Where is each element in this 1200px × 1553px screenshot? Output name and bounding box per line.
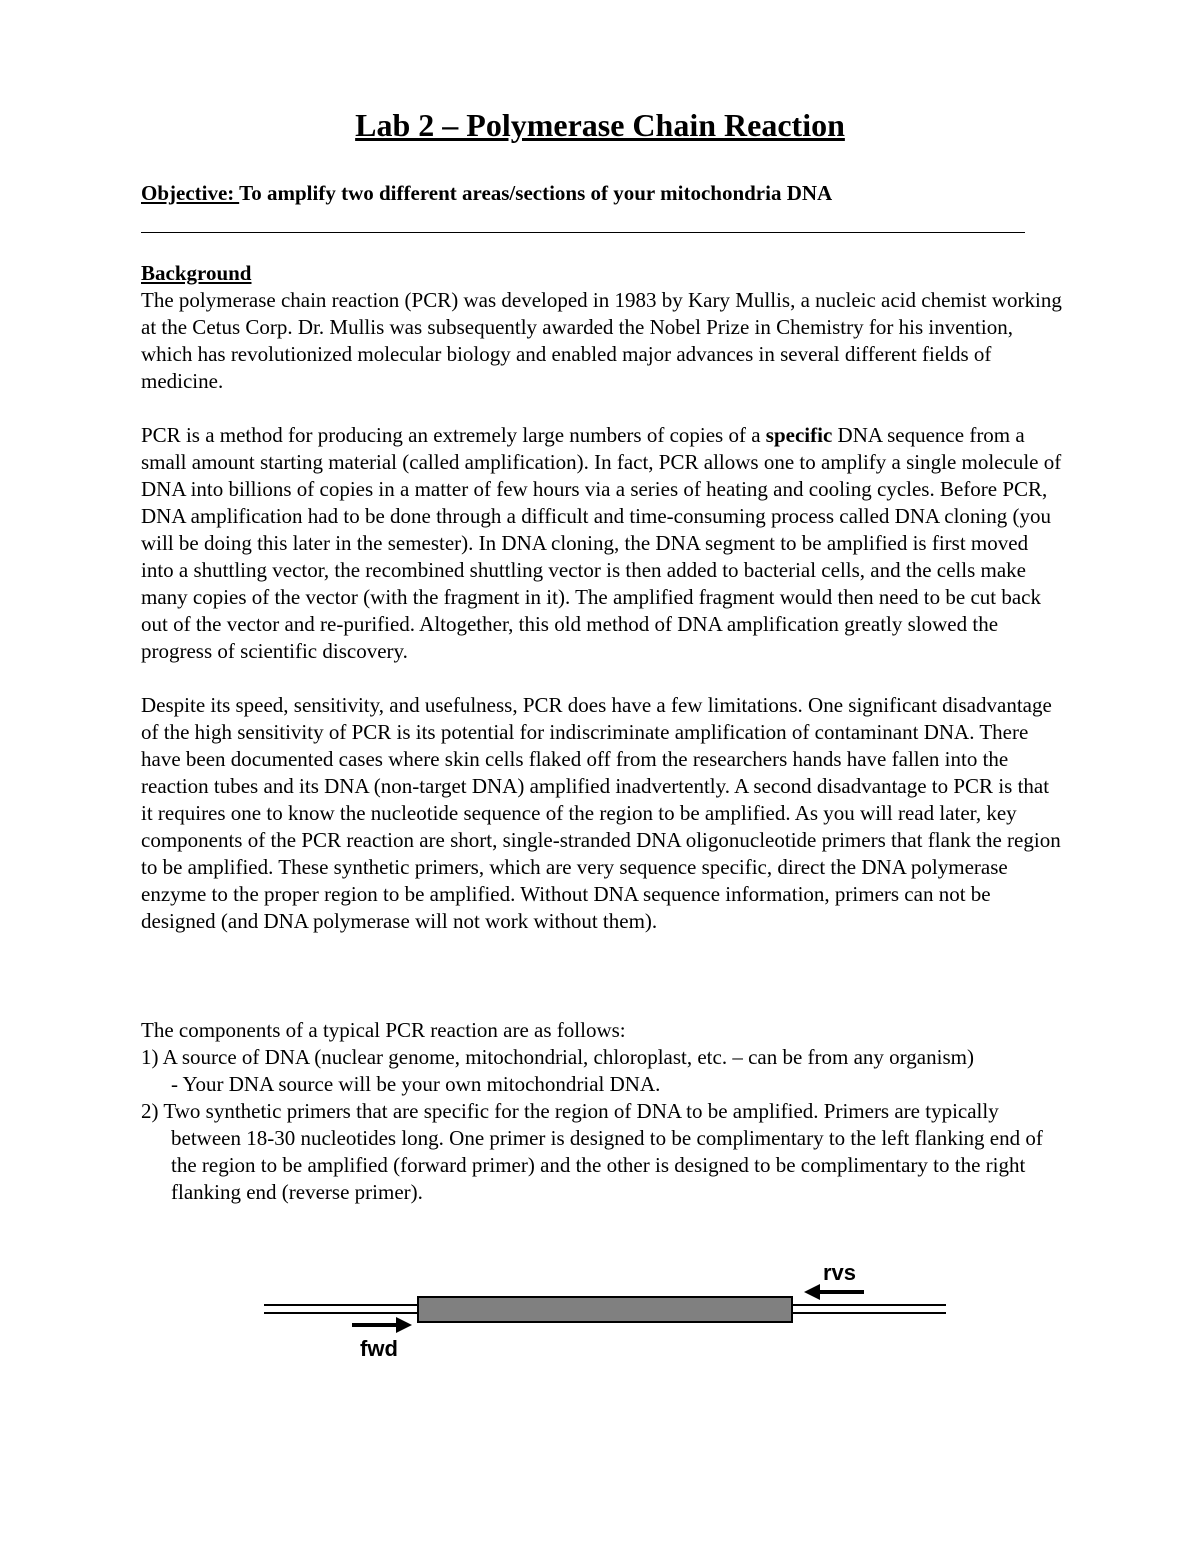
background-paragraph-2	[141, 422, 1063, 665]
paragraph-2-end: DNA sequence from a small amount starting material (called amplification). In fact, PCR allows one to amplify a single molecule of DNA into billions of copies in a matter of few hours via a series of heating and cooling cycles. Before PCR, DNA amplification had to be done through a difficult and time-consuming process called DNA cloning (you will be doing this later in the semester). In DNA cloning, the DNA segment to be amplified is first moved into a shuttling vector, the recombined shuttling vector is then added to bacterial cells, and the cells make many copies of the vector (with the fragment in it). The amplified fragment would then need to be cut back out of the vector and re-purified. Altogether, this old method of DNA amplification greatly slowed the progress of scientific discovery.	[141, 423, 1062, 663]
background-heading: Background	[141, 261, 252, 285]
primer-diagram	[260, 1258, 950, 1368]
components-intro: The components of a typical PCR reaction are as follows:	[141, 1018, 626, 1042]
objective-line	[141, 178, 1061, 208]
components-section	[141, 1017, 1063, 1206]
target-region-box	[418, 1297, 792, 1322]
rvs-arrow-icon	[804, 1284, 820, 1300]
rvs-label: rvs	[823, 1260, 857, 1285]
fwd-label: fwd	[360, 1336, 398, 1361]
background-paragraph-3: Despite its speed, sensitivity, and usefulness, PCR does have a few limitations. One significant disadvantage of the high sensitivity of PCR is its potential for indiscriminate amplification of contaminant DNA. There have been documented cases where skin cells flaked off from the researchers hands have fallen into the reaction tubes and its DNA (non-target DNA) amplified inadvertently. A second disadvantage to PCR is that it requires one to know the nucleotide sequence of the region to be amplified. As you will read later, key components of the PCR reaction are short, single-stranded DNA oligonucleotide primers that flank the region to be amplified. These synthetic primers, which are very sequence specific, direct the DNA polymerase enzyme to the proper region to be amplified. Without DNA sequence information, primers can not be designed (and DNA polymerase will not work without them).	[141, 693, 1061, 933]
objective-label: Objective:	[141, 181, 240, 205]
component-item-2: 2) Two synthetic primers that are specific for the region of DNA to be amplified. Primers are typically between 18-30 nucleotides long. One primer is designed to be complimentary to the left flanking end of the region to be amplified (forward primer) and the other is designed to be complimentary to the right flanking end (reverse primer).	[141, 1099, 1043, 1204]
specific-emphasis: specific	[765, 423, 833, 447]
background-paragraph-1: The polymerase chain reaction (PCR) was developed in 1983 by Kary Mullis, a nucleic acid chemist working at the Cetus Corp. Dr. Mullis was subsequently awarded the Nobel Prize in Chemistry for his invention, which has revolutionized molecular biology and enabled major advances in several different fields of medicine.	[141, 288, 1062, 393]
fwd-arrow-icon	[396, 1317, 412, 1333]
background-section	[141, 260, 1063, 935]
horizontal-divider	[141, 232, 1025, 233]
paragraph-2-start: PCR is a method for producing an extremely large numbers of copies of a	[141, 423, 766, 447]
component-item-1-note: - Your DNA source will be your own mitochondrial DNA.	[171, 1072, 661, 1096]
page-title: Lab 2 – Polymerase Chain Reaction	[355, 107, 845, 143]
component-item-1: 1) A source of DNA (nuclear genome, mitochondrial, chloroplast, etc. – can be from any organism)	[141, 1045, 974, 1069]
objective-text: To amplify two different areas/sections of your mitochondria DNA	[239, 181, 833, 205]
